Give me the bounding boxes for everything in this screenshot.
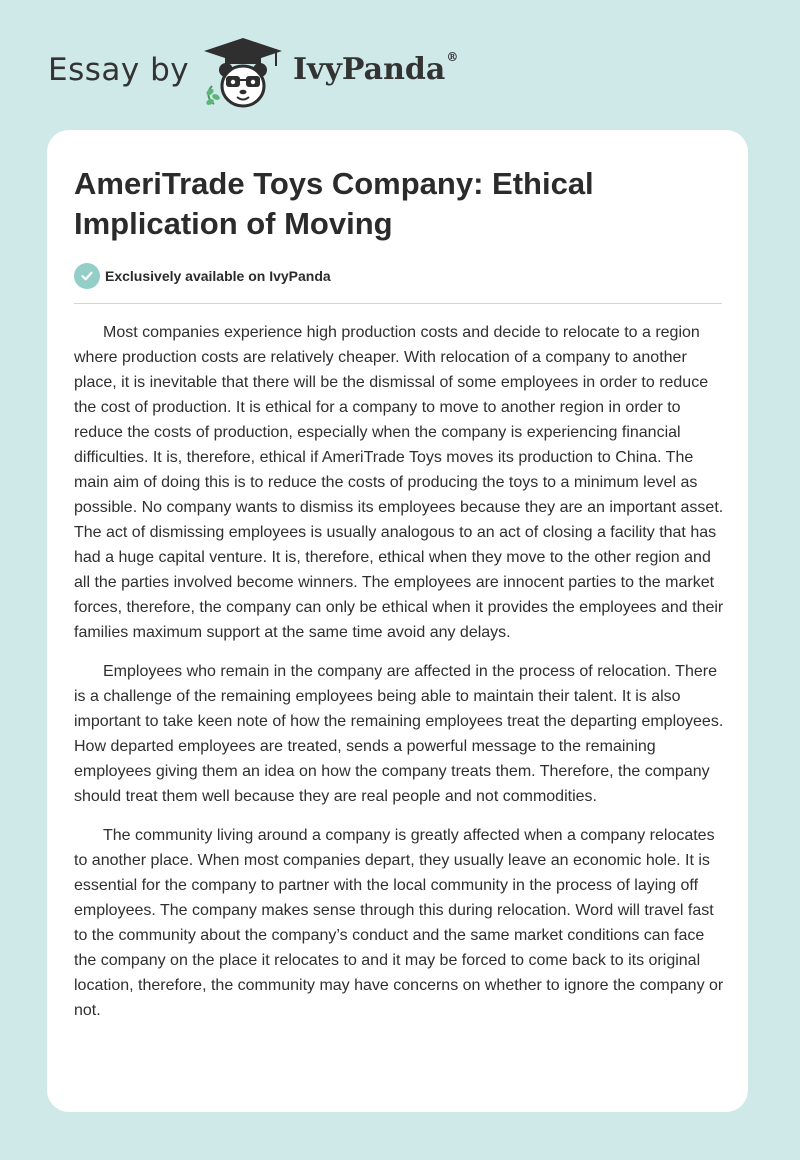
paragraph: Employees who remain in the company are affected in the process of relocation. There is a challenge of the remaining employees being able to maintain their talent. It is also important to take keen note of how the remaining employees treat the departing employees. How departed employees are treated, sends a powerful message to the remaining employees giving them an idea on how the company treats them. Therefore, the company should treat them well because they are real people and not commodities. (74, 663, 724, 805)
divider (74, 303, 722, 304)
article-card (47, 130, 748, 1112)
panda-graduate-logo-icon[interactable] (202, 36, 284, 110)
article-body (74, 320, 724, 1037)
site-header (0, 0, 800, 120)
paragraph: Most companies experience high production costs and decide to relocate to a region where production costs are relatively cheaper. With relocation of a company to another place, it is inevitable that there will be the dismissal of some employees in order to reduce the cost of production. It is ethical for a company to move to another region in order to reduce the costs of production, especially when the company is experiencing financial difficulties. It is, therefore, ethical if AmeriTrade Toys moves its production to China. The main aim of doing this is to reduce the costs of producing the toys to a minimum level as possible. No company wants to dismiss its employees because they are an important asset. The act of dismissing employees is usually analogous to an act of closing a facility that has had a huge capital venture. It is, therefore, ethical when they move to the other region and all the parties involved become winners. The employees are innocent parties to the market forces, therefore, the company can only be ethical when it provides the employees and their families maximum support at the same time avoid any delays. (74, 324, 724, 641)
paragraph: The community living around a company is greatly affected when a company relocates to another place. When most companies depart, they usually leave an economic hole. It is essential for the company to partner with the local community in the process of laying off employees. The company makes sense through this during relocation. Word will travel fast to the community about the company’s conduct and the same market conditions can face the company on the place it relocates to and it may be forced to come back to its original location, therefore, the community may have concerns on whether to ignore the company or not. (74, 827, 724, 1019)
exclusive-label: Exclusively available on IvyPanda (105, 268, 331, 284)
exclusive-badge (74, 263, 331, 289)
brand-name[interactable]: IvyPanda® (293, 50, 459, 87)
essay-by-label: Essay by (48, 52, 190, 88)
registered-mark: ® (446, 50, 459, 64)
page-title: AmeriTrade Toys Company: Ethical Implication of Moving (74, 166, 594, 241)
check-icon (74, 263, 100, 289)
